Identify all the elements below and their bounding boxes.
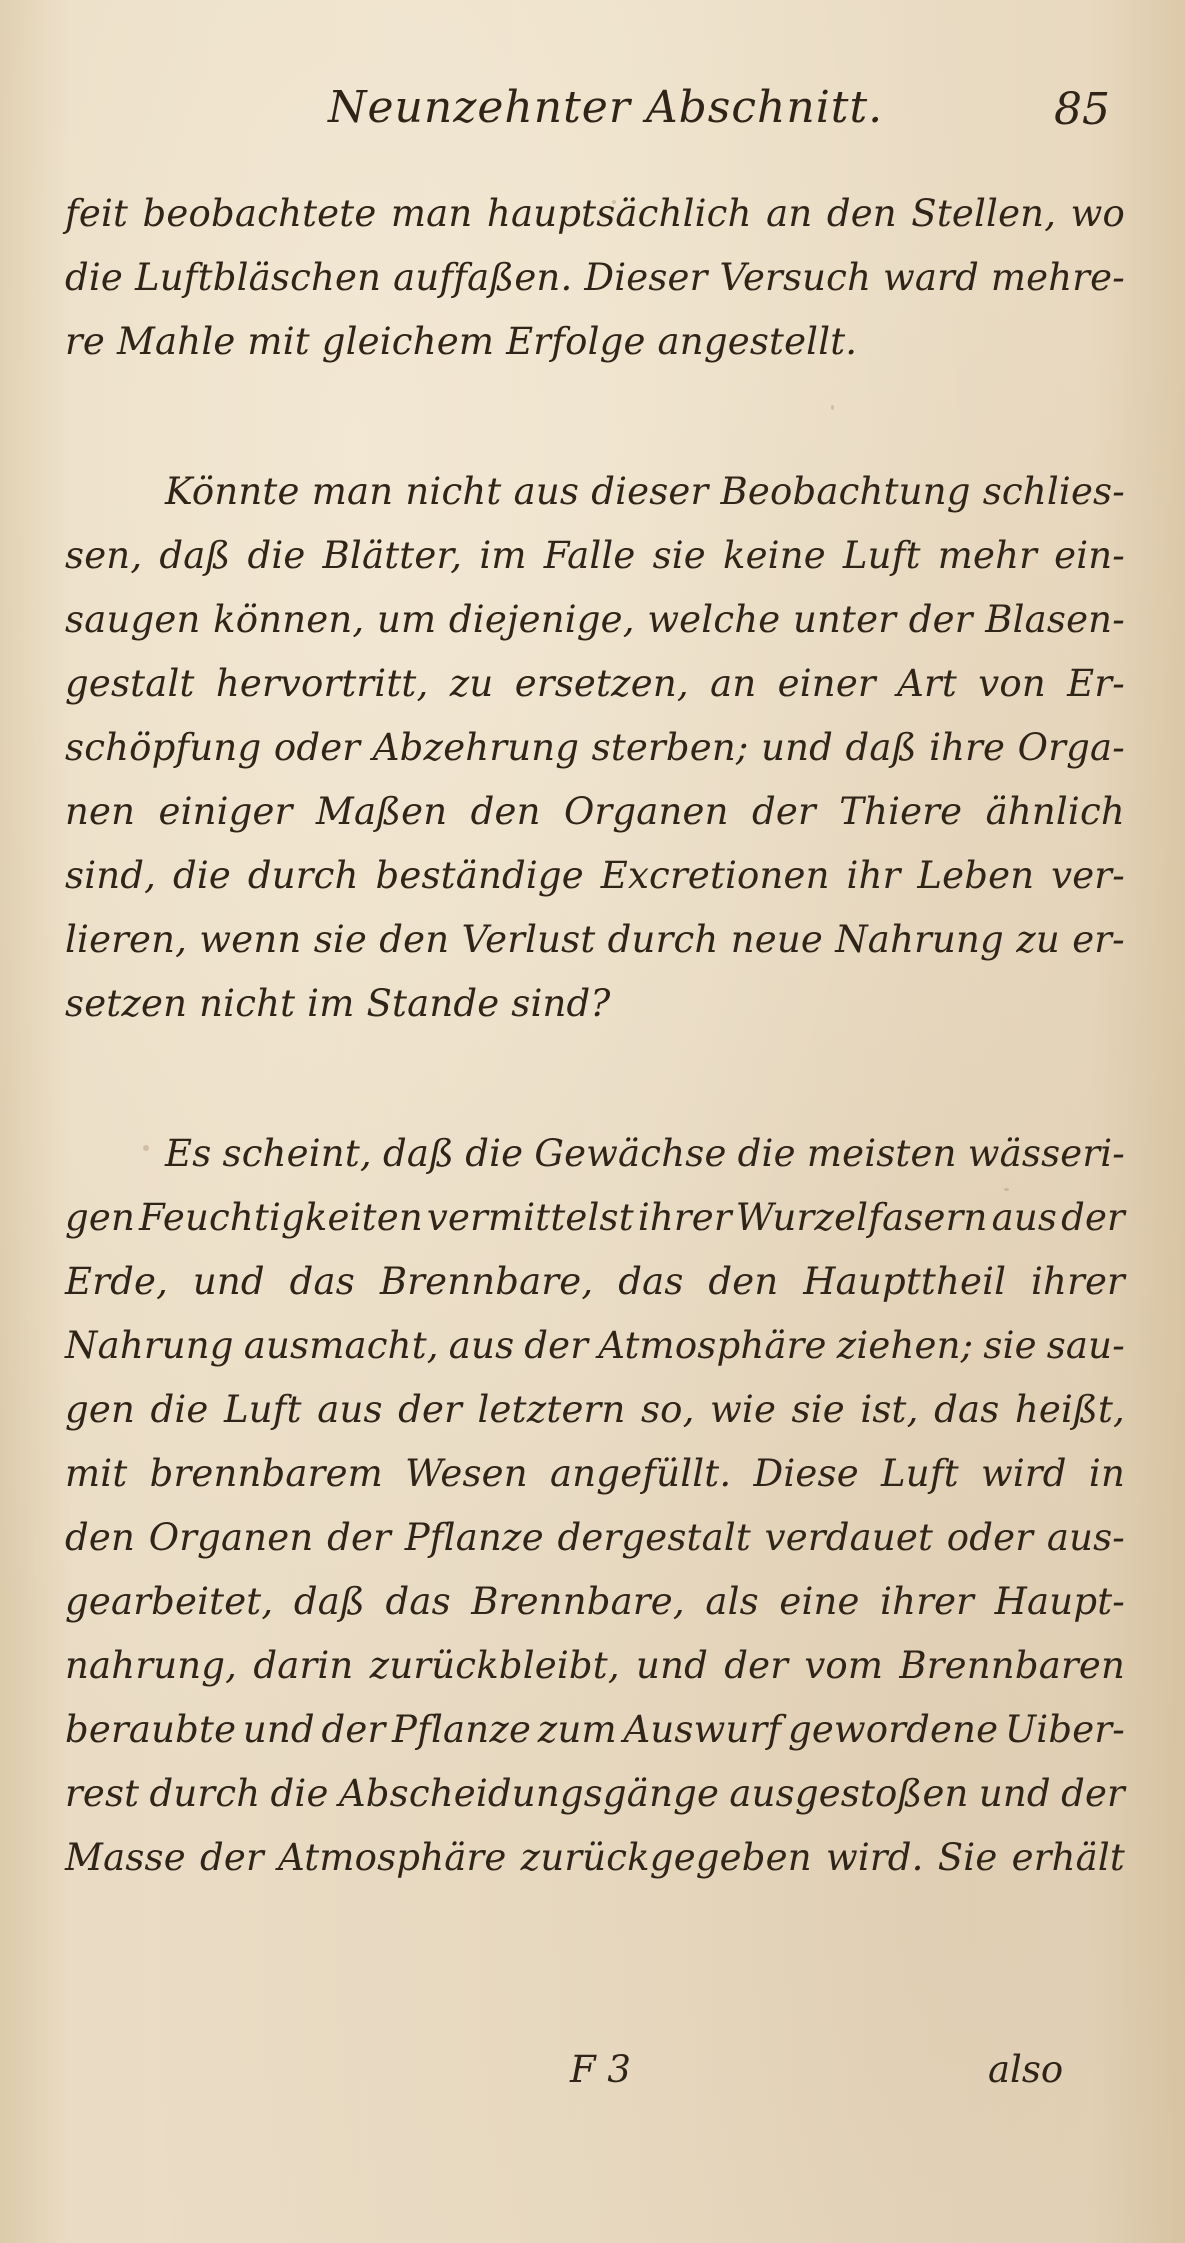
word: daß bbox=[293, 1580, 365, 1623]
word: daß bbox=[383, 1132, 455, 1175]
word: Stellen, bbox=[911, 192, 1057, 235]
word: durch bbox=[149, 1772, 261, 1815]
word: Pflanze bbox=[392, 1708, 532, 1751]
word: brennbarem bbox=[149, 1452, 383, 1495]
word: aus- bbox=[1046, 1516, 1125, 1559]
word: unter bbox=[792, 598, 897, 641]
word: man bbox=[311, 470, 394, 513]
word: gearbeitet, bbox=[65, 1580, 274, 1623]
word: der bbox=[327, 1516, 391, 1559]
word: der bbox=[398, 1388, 463, 1431]
text-line bbox=[65, 1122, 1125, 1186]
word: einer bbox=[777, 662, 876, 705]
page-footer bbox=[0, 2048, 1185, 2118]
word: um bbox=[376, 598, 437, 641]
word: und bbox=[636, 1644, 708, 1687]
word: und bbox=[978, 1772, 1051, 1815]
text-line: re Mahle mit gleichem Erfolge angestellt. bbox=[65, 320, 858, 363]
text-line bbox=[65, 1698, 1125, 1762]
paragraph-gap bbox=[65, 374, 1125, 460]
paragraph-gap bbox=[65, 1036, 1125, 1122]
text-line bbox=[65, 716, 1125, 780]
word: das bbox=[618, 1260, 684, 1303]
text-line: setzen nicht im Stande sind? bbox=[65, 982, 611, 1025]
word: an bbox=[710, 662, 757, 705]
word: oder bbox=[273, 726, 361, 769]
word: der bbox=[1061, 1196, 1125, 1239]
word: Abzehrung bbox=[372, 726, 580, 769]
word: einiger bbox=[158, 790, 293, 833]
word: schlies- bbox=[982, 470, 1125, 513]
word: oder bbox=[946, 1516, 1034, 1559]
word: beraubte bbox=[65, 1708, 237, 1751]
word: ihrer bbox=[880, 1580, 975, 1623]
word: Orga- bbox=[1017, 726, 1125, 769]
word: in bbox=[1088, 1452, 1125, 1495]
word: Blasen- bbox=[985, 598, 1125, 641]
word: eine bbox=[779, 1580, 860, 1623]
word: der bbox=[524, 1324, 589, 1367]
word: das bbox=[289, 1260, 355, 1303]
word: der bbox=[321, 1708, 386, 1751]
text-line bbox=[65, 460, 1125, 524]
word: Leben bbox=[917, 854, 1035, 897]
word: Brennbare, bbox=[471, 1580, 685, 1623]
word: Organen bbox=[563, 790, 729, 833]
text-line bbox=[65, 1442, 1125, 1506]
word: beobachtete bbox=[142, 192, 377, 235]
word: ein- bbox=[1054, 534, 1125, 577]
word: Atmosphäre bbox=[598, 1324, 827, 1367]
word: gewordene bbox=[787, 1708, 999, 1751]
word: den bbox=[826, 192, 897, 235]
word: mehr bbox=[937, 534, 1038, 577]
word: Thiere bbox=[839, 790, 963, 833]
word: ver- bbox=[1051, 854, 1125, 897]
word: sie bbox=[983, 1324, 1037, 1367]
word: gen bbox=[65, 1196, 136, 1239]
running-title: Neunzehnter Abschnitt. bbox=[328, 82, 884, 133]
word: zu bbox=[449, 662, 494, 705]
word: der bbox=[724, 1644, 789, 1687]
text-line bbox=[65, 908, 1125, 972]
text-line bbox=[65, 1250, 1125, 1314]
word: Haupttheil bbox=[803, 1260, 1007, 1303]
text-line bbox=[65, 1378, 1125, 1442]
word: sie bbox=[313, 918, 368, 961]
word: sie bbox=[652, 534, 706, 577]
word: gen bbox=[65, 1388, 136, 1431]
word: ähnlich bbox=[985, 790, 1125, 833]
word: Art bbox=[897, 662, 957, 705]
word: sind, bbox=[65, 854, 157, 897]
text-line bbox=[65, 588, 1125, 652]
word: ihre bbox=[929, 726, 1006, 769]
word: die bbox=[65, 256, 124, 299]
word: hervortritt, bbox=[215, 662, 429, 705]
text-line bbox=[65, 1570, 1125, 1634]
word: ist, bbox=[860, 1388, 919, 1431]
word: Sie bbox=[937, 1836, 998, 1879]
word: wenn bbox=[199, 918, 302, 961]
word: keine bbox=[722, 534, 826, 577]
word: ihr bbox=[846, 854, 901, 897]
word: hauptsächlich bbox=[486, 192, 752, 235]
word: ersetzen, bbox=[514, 662, 689, 705]
word: aus bbox=[513, 470, 580, 513]
word: das bbox=[934, 1388, 1000, 1431]
word: die bbox=[172, 854, 231, 897]
word: im bbox=[479, 534, 527, 577]
word: zum bbox=[537, 1708, 617, 1751]
word: den bbox=[65, 1516, 136, 1559]
word: auffaßen. bbox=[393, 256, 573, 299]
word: den bbox=[708, 1260, 779, 1303]
word: er- bbox=[1072, 918, 1125, 961]
word: Luftbläschen bbox=[134, 256, 382, 299]
word: ausmacht, bbox=[243, 1324, 439, 1367]
word: meisten bbox=[806, 1132, 957, 1175]
page-number: 85 bbox=[1054, 84, 1110, 135]
word: vermittelst bbox=[426, 1196, 634, 1239]
word: Maßen bbox=[315, 790, 448, 833]
word: die bbox=[737, 1132, 796, 1175]
word: den bbox=[470, 790, 541, 833]
word: zurückbleibt, bbox=[369, 1644, 620, 1687]
word: wässeri- bbox=[967, 1132, 1125, 1175]
word: Er- bbox=[1067, 662, 1125, 705]
word: zu bbox=[1016, 918, 1060, 961]
word: Gewächse bbox=[534, 1132, 727, 1175]
body-text bbox=[65, 182, 1125, 1890]
word: der bbox=[199, 1836, 264, 1879]
word: durch bbox=[247, 854, 359, 897]
word: mit bbox=[65, 1452, 128, 1495]
word: die bbox=[270, 1772, 329, 1815]
word: rest bbox=[65, 1772, 140, 1815]
word: daß bbox=[159, 534, 231, 577]
word: ihrer bbox=[637, 1196, 732, 1239]
word: diejenige, bbox=[448, 598, 635, 641]
word: sen, bbox=[65, 534, 143, 577]
word: durch bbox=[607, 918, 719, 961]
text-line bbox=[65, 1186, 1125, 1250]
word: Diese bbox=[753, 1452, 859, 1495]
word: Pflanze bbox=[404, 1516, 544, 1559]
word: ausgestoßen bbox=[729, 1772, 969, 1815]
word: lieren, bbox=[65, 918, 188, 961]
text-line bbox=[65, 1762, 1125, 1826]
word: Uiber- bbox=[1004, 1708, 1125, 1751]
word: wo bbox=[1070, 192, 1125, 235]
word: an bbox=[766, 192, 813, 235]
word: Erde, bbox=[65, 1260, 169, 1303]
word: von bbox=[978, 662, 1046, 705]
word: vom bbox=[804, 1644, 884, 1687]
word: wird bbox=[981, 1452, 1067, 1495]
word: können, bbox=[213, 598, 365, 641]
word: man bbox=[390, 192, 473, 235]
word: Organen bbox=[148, 1516, 314, 1559]
word: dergestalt bbox=[557, 1516, 751, 1559]
word: den bbox=[379, 918, 450, 961]
page-header bbox=[0, 82, 1185, 152]
word: Könnte bbox=[165, 470, 300, 513]
word: sau- bbox=[1046, 1324, 1125, 1367]
word: Luft bbox=[881, 1452, 959, 1495]
signature-mark: F 3 bbox=[570, 2048, 631, 2091]
word: erhält bbox=[1011, 1836, 1125, 1879]
catchword: also bbox=[988, 2048, 1064, 2091]
text-line bbox=[65, 1826, 1125, 1890]
word: feit bbox=[65, 192, 129, 235]
word: darin bbox=[253, 1644, 354, 1687]
word: die bbox=[247, 534, 306, 577]
word: Wurzelfasern bbox=[735, 1196, 988, 1239]
text-line bbox=[65, 1314, 1125, 1378]
word: wie bbox=[710, 1388, 777, 1431]
text-line bbox=[65, 1506, 1125, 1570]
word: aus bbox=[991, 1196, 1058, 1239]
word: saugen bbox=[65, 598, 201, 641]
word: und bbox=[761, 726, 834, 769]
word: Feuchtigkeiten bbox=[139, 1196, 423, 1239]
word: Dieser bbox=[584, 256, 708, 299]
word: aus bbox=[448, 1324, 515, 1367]
word: Excretionen bbox=[600, 854, 830, 897]
word: ziehen; bbox=[836, 1324, 974, 1367]
word: ward bbox=[883, 256, 979, 299]
word: Atmosphäre bbox=[278, 1836, 507, 1879]
text-line bbox=[65, 780, 1125, 844]
word: gestalt bbox=[65, 662, 195, 705]
word: ihrer bbox=[1031, 1260, 1125, 1303]
word: wird. bbox=[825, 1836, 924, 1879]
word: mehre- bbox=[990, 256, 1125, 299]
word: und bbox=[242, 1708, 315, 1751]
text-line bbox=[65, 246, 1125, 310]
word: Falle bbox=[543, 534, 636, 577]
word: und bbox=[192, 1260, 265, 1303]
text-line bbox=[65, 1634, 1125, 1698]
word: Brennbare, bbox=[379, 1260, 594, 1303]
word: sie bbox=[791, 1388, 845, 1431]
word: Blätter, bbox=[322, 534, 463, 577]
word: als bbox=[705, 1580, 759, 1623]
text-line bbox=[65, 182, 1125, 246]
word: Es bbox=[165, 1132, 212, 1175]
word: Luft bbox=[842, 534, 921, 577]
word: beständige bbox=[375, 854, 584, 897]
word: Masse bbox=[65, 1836, 186, 1879]
word: angefüllt. bbox=[550, 1452, 732, 1495]
word: Haupt- bbox=[994, 1580, 1125, 1623]
word: Beobachtung bbox=[720, 470, 971, 513]
word: welche bbox=[647, 598, 781, 641]
text-line bbox=[65, 652, 1125, 716]
word: der bbox=[752, 790, 816, 833]
word: neue bbox=[730, 918, 823, 961]
word: der bbox=[908, 598, 973, 641]
word: Nahrung bbox=[65, 1324, 234, 1367]
word: Brennbaren bbox=[899, 1644, 1125, 1687]
word: sterben; bbox=[591, 726, 749, 769]
word: schöpfung bbox=[65, 726, 262, 769]
word: das bbox=[385, 1580, 451, 1623]
word: verdauet bbox=[764, 1516, 934, 1559]
word: Auswurf bbox=[623, 1708, 782, 1751]
word: Luft bbox=[223, 1388, 302, 1431]
word: heißt, bbox=[1014, 1388, 1125, 1431]
word: Wesen bbox=[405, 1452, 528, 1495]
word: Nahrung bbox=[835, 918, 1004, 961]
word: nicht bbox=[405, 470, 502, 513]
word: zurückgegeben bbox=[520, 1836, 812, 1879]
word: letztern bbox=[477, 1388, 626, 1431]
word: so, bbox=[640, 1388, 695, 1431]
word: nahrung, bbox=[65, 1644, 238, 1687]
word: daß bbox=[845, 726, 917, 769]
word: die bbox=[150, 1388, 209, 1431]
text-line bbox=[65, 524, 1125, 588]
word: die bbox=[465, 1132, 524, 1175]
word: dieser bbox=[591, 470, 709, 513]
word: aus bbox=[317, 1388, 383, 1431]
word: der bbox=[1061, 1772, 1125, 1815]
word: Versuch bbox=[719, 256, 872, 299]
word: scheint, bbox=[222, 1132, 372, 1175]
text-line bbox=[65, 844, 1125, 908]
word: nen bbox=[65, 790, 136, 833]
word: Abscheidungsgänge bbox=[338, 1772, 720, 1815]
word: Verlust bbox=[461, 918, 596, 961]
